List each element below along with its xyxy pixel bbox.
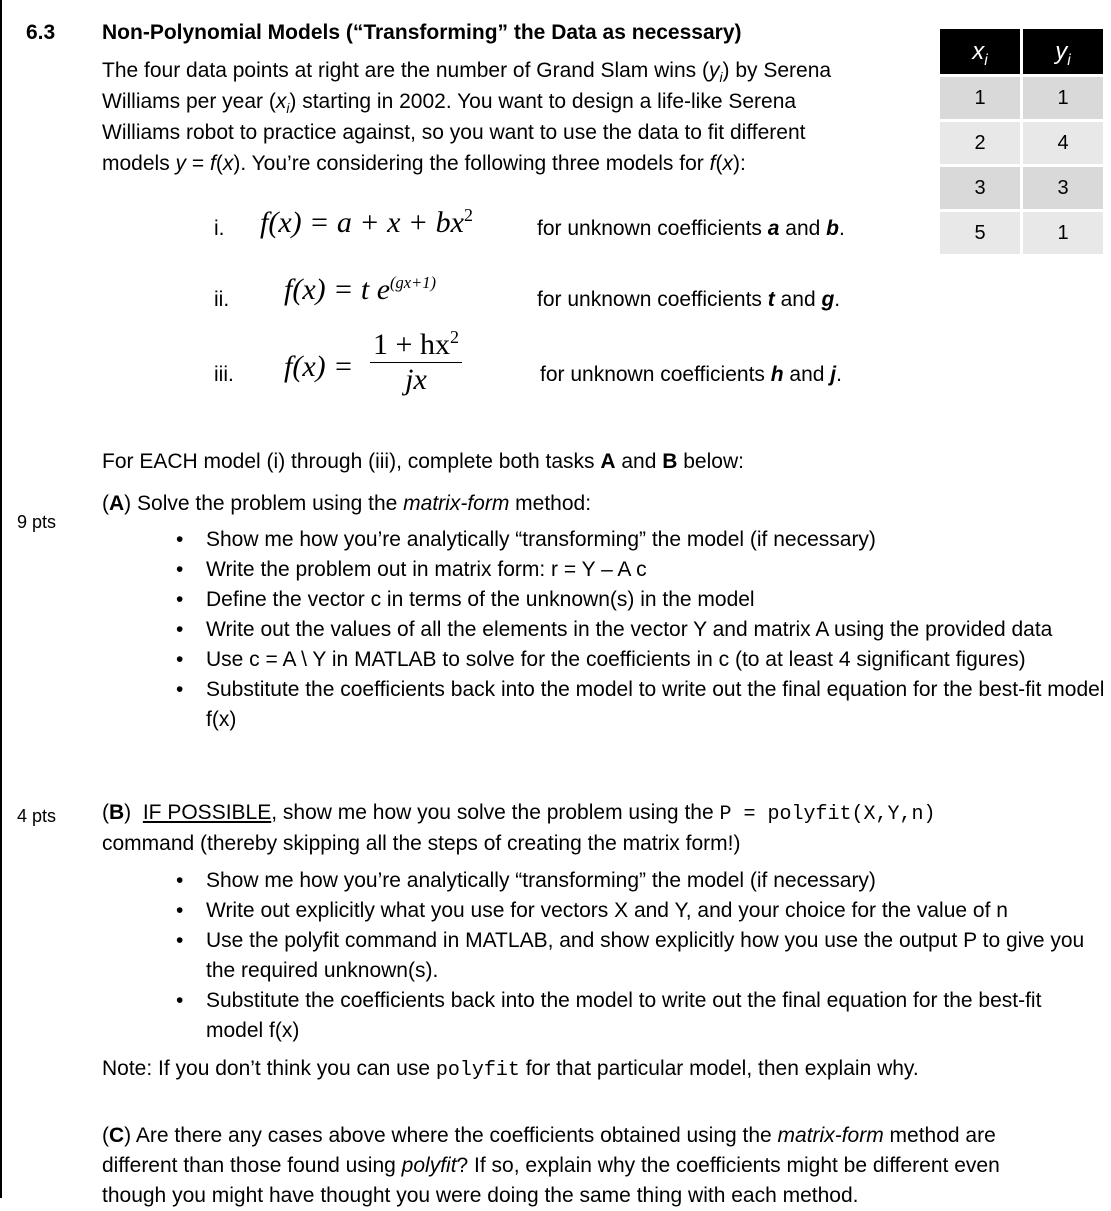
- cell-y: 4: [1022, 121, 1105, 166]
- model-i-equation: $f(x) = a + x + bx^2$: [260, 205, 473, 239]
- part-c-line-3: though you might have thought you were doing the same thing with each method.: [102, 1184, 859, 1207]
- part-a-bullet: • Use c = A \ Y in MATLAB to solve for the coefficients in c (to at least 4 significant figures): [176, 645, 1106, 675]
- header-y: $y_i$: [1022, 28, 1105, 76]
- cell-x: 3: [939, 166, 1022, 211]
- model-ii-equation: f(x) = t $e^{(gx+1)}$: [284, 273, 436, 306]
- part-b-points: 4 pts: [17, 806, 57, 826]
- model-iii-description: for unknown coefficients h and j.: [540, 363, 842, 386]
- part-a-bullet: • Define the vector c in terms of the unknown(s) in the model: [176, 585, 1106, 615]
- part-a-heading: (A) Solve the problem using the matrix-form method:: [102, 492, 592, 515]
- part-b-bullet-list: [176, 866, 1086, 1046]
- part-a-bullet: • Show me how you’re analytically “transforming” the model (if necessary): [176, 525, 1106, 555]
- data-table: [937, 26, 1106, 257]
- cell-x: 1: [939, 76, 1022, 121]
- part-b-bullet: • Write out explicitly what you use for vectors X and Y, and your choice for the value of n: [176, 896, 1086, 926]
- cell-x: 2: [939, 121, 1022, 166]
- part-b-line-2: command (thereby skipping all the steps of creating the matrix form!): [102, 832, 741, 855]
- intro-line-3: Williams robot to practice against, so you want to use the data to fit different: [102, 121, 806, 144]
- part-c-line-1: (C) Are there any cases above where the coefficients obtained using the matrix-form method are: [102, 1124, 996, 1147]
- model-iii-fraction: [370, 328, 462, 397]
- model-i-description: for unknown coefficients a and b.: [537, 217, 845, 240]
- part-b-bullet: • Substitute the coefficients back into the model to write out the final equation for the best-fit model f(x): [176, 986, 1086, 1046]
- part-a-points: 9 pts: [17, 512, 57, 532]
- cell-y: 3: [1022, 166, 1105, 211]
- cell-y: 1: [1022, 76, 1105, 121]
- model-i-numeral: i.: [214, 217, 225, 240]
- part-b-bullet: • Show me how you’re analytically “transforming” the model (if necessary): [176, 866, 1086, 896]
- section-title: Non-Polynomial Models (“Transforming” the Data as necessary): [102, 21, 742, 44]
- part-b-bullet: • Use the polyfit command in MATLAB, and show explicitly how you use the output P to give you the required unknown(s).: [176, 926, 1086, 986]
- part-a-bullet: • Write the problem out in matrix form: r = Y – A c: [176, 555, 1106, 585]
- part-a-bullet: • Substitute the coefficients back into the model to write out the final equation for the best-fit model f(x): [176, 675, 1106, 735]
- model-iii-numeral: iii.: [214, 363, 234, 386]
- table-row: [939, 121, 1105, 166]
- task-intro: For EACH model (i) through (iii), complete both tasks A and B below:: [102, 450, 744, 473]
- left-margin-rule: [0, 0, 2, 1198]
- part-b-note: Note: If you don’t think you can use polyfit for that particular model, then explain why.: [102, 1057, 919, 1082]
- part-b-heading: (B) IF POSSIBLE, show me how you solve the problem using the P = polyfit(X,Y,n): [102, 801, 936, 826]
- table-header-row: [939, 28, 1105, 76]
- intro-line-1: The four data points at right are the number of Grand Slam wins $(y_i)$ by Serena: [102, 59, 832, 86]
- part-a-bullet-list: [176, 525, 1106, 735]
- part-c-line-2: different than those found using polyfit? If so, explain why the coefficients might be different even: [102, 1154, 1000, 1177]
- model-ii-numeral: ii.: [214, 288, 230, 311]
- section-number: 6.3: [26, 21, 56, 44]
- header-x: $x_i$: [939, 28, 1022, 76]
- model-iii-lhs: f(x) =: [284, 350, 354, 383]
- intro-line-4: models y = f(x). You’re considering the following three models for f(x):: [102, 152, 746, 175]
- fraction-denominator: jx: [405, 363, 427, 396]
- cell-y: 1: [1022, 211, 1105, 256]
- fraction-numerator: $1 + hx^2$: [370, 328, 462, 363]
- table-row: [939, 166, 1105, 211]
- table-row: [939, 76, 1105, 121]
- table-row: [939, 211, 1105, 256]
- model-ii-description: for unknown coefficients t and g.: [537, 288, 841, 311]
- intro-line-2: Williams per year $(x_i)$ starting in 2002. You want to design a life-like Serena: [102, 90, 797, 117]
- cell-x: 5: [939, 211, 1022, 256]
- intro-paragraph: [102, 55, 902, 179]
- part-a-bullet: • Write out the values of all the elements in the vector Y and matrix A using the provided data: [176, 615, 1106, 645]
